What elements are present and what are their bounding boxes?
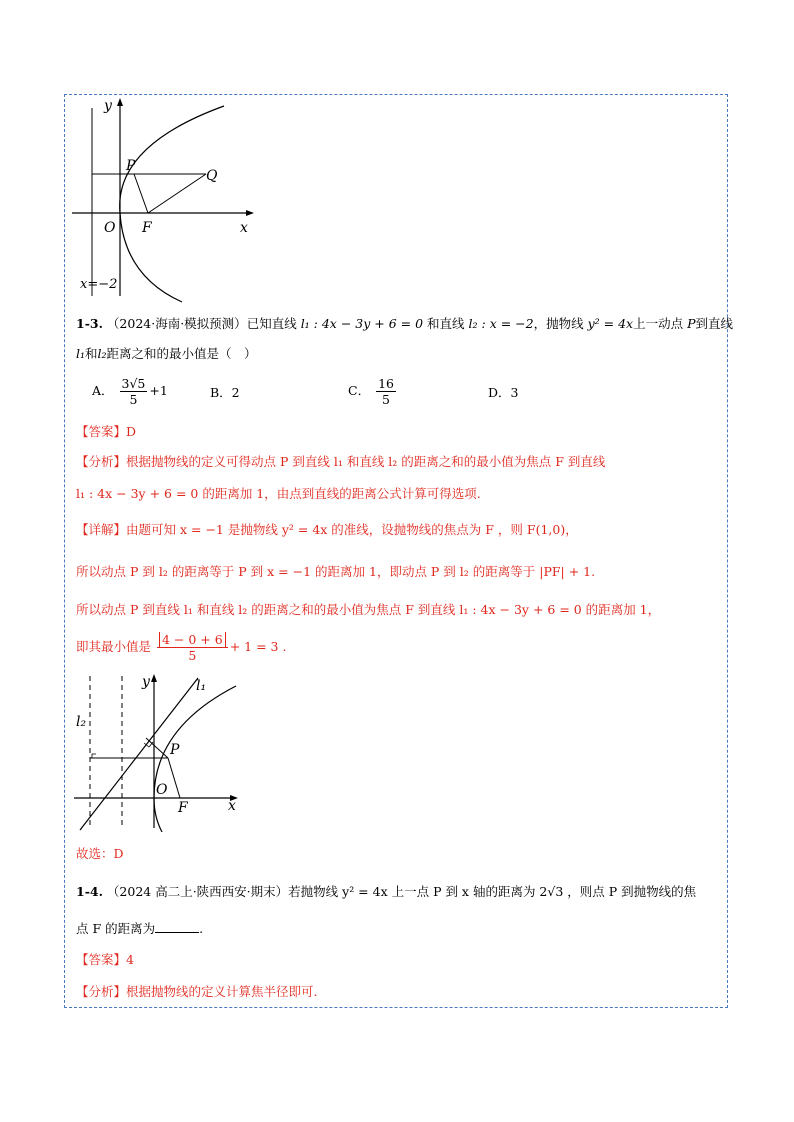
q13-text3: ，抛物线	[533, 316, 584, 331]
answer-value: D	[126, 424, 137, 439]
q13-l2-eq: l₂ : x = −2	[468, 316, 534, 331]
q14-text2-end: .	[199, 921, 204, 936]
detail-4-denominator: 5	[188, 648, 197, 663]
q13-line2-l2: l₂	[97, 346, 107, 361]
q13-l1-eq: l₁ : 4x − 3y + 6 = 0	[300, 316, 424, 331]
option-a	[92, 376, 168, 407]
fig1-p-label: P	[126, 158, 136, 174]
option-a-letter: A．	[92, 383, 114, 398]
q13-text1: 已知直线	[246, 316, 297, 331]
fig1-q-label: Q	[206, 168, 218, 184]
q13-text4: 上一动点	[633, 316, 684, 331]
q14-analysis-text: 根据抛物线的定义计算焦半径即可.	[126, 984, 318, 999]
answer-blank	[155, 920, 199, 933]
q13-line2-l1: l₁	[76, 346, 86, 361]
q14-answer-value: 4	[126, 952, 134, 967]
q13-detail-4	[76, 632, 286, 663]
analysis-tag: 【分析】	[76, 454, 127, 469]
q13-detail-2: 所以动点 P 到 l₂ 的距离等于 P 到 x = −1 的距离加 1，即动点 P 到 l₂ 的距离等于 |PF| + 1.	[76, 564, 596, 579]
fig2-p-label: P	[170, 742, 180, 758]
q14-analysis	[76, 984, 318, 1000]
option-a-denominator: 5	[129, 392, 138, 407]
detail-text-1: 由题可知 x = −1 是抛物线 y² = 4x 的准线，设抛物线的焦点为 F ，则 F(1,0)，	[126, 522, 578, 537]
q13-line2	[76, 346, 257, 362]
q13-line2-tail: 距离之和的最小值是（ ）	[106, 346, 257, 361]
figure-parabola-lines	[70, 672, 250, 832]
q14-number: 1-4.	[76, 884, 103, 899]
option-c-numerator: 16	[378, 376, 394, 391]
fig2-y-label: y	[142, 674, 150, 690]
option-a-fraction	[120, 376, 148, 407]
q14-answer-tag: 【答案】	[76, 952, 127, 967]
segment-fq	[148, 174, 206, 213]
q13-line2-and: 和	[85, 346, 98, 361]
option-c-letter: C．	[348, 383, 371, 398]
analysis-text-1: 根据抛物线的定义可得动点 P 到直线 l₁ 和直线 l₂ 的距离之和的最小值为焦点 F 到直线	[126, 454, 606, 469]
fig1-o-label: O	[104, 220, 116, 236]
option-d: D．3	[488, 385, 519, 400]
detail-4-fraction	[157, 632, 228, 663]
q14-line2	[76, 920, 203, 937]
q13-analysis-1	[76, 454, 605, 470]
fig1-x-label: x	[240, 220, 248, 236]
x-axis-arrow	[246, 210, 254, 216]
q13-analysis-2: l₁ : 4x − 3y + 6 = 0 的距离加 1，由点到直线的距离公式计算可得选项.	[76, 486, 481, 501]
fig2-perpendicular	[146, 738, 168, 758]
q14-text2: 点 F 的距离为	[76, 921, 156, 936]
fig1-f-label: F	[142, 220, 152, 236]
option-b: B．2	[210, 385, 240, 400]
fig2-l1-label: l₁	[196, 678, 207, 694]
fig2-f-label: F	[178, 800, 188, 816]
fig2-x-label: x	[228, 798, 236, 814]
q13-number: 1-3.	[76, 316, 103, 331]
q13-choice: 故选：D	[76, 846, 124, 861]
option-c-denominator: 5	[382, 392, 390, 407]
detail-4-lead: 即其最小值是	[76, 639, 152, 654]
q13-text5: 到直线	[695, 316, 734, 331]
fig2-l2-label: l₂	[76, 714, 87, 730]
q13-answer	[76, 424, 136, 440]
q14-analysis-tag: 【分析】	[76, 984, 127, 999]
q13-parabola: y² = 4x	[587, 316, 634, 331]
q13-p: P	[687, 316, 696, 331]
figure-parabola-pq	[64, 96, 264, 306]
detail-tag: 【详解】	[76, 522, 127, 537]
q14-text1: 若抛物线 y² = 4x 上一点 P 到 x 轴的距离为 2√3 ，则点 P 到抛物线的焦	[288, 884, 697, 899]
q14-line1	[76, 884, 696, 900]
fig2-o-label: O	[156, 782, 168, 798]
q13-line1	[76, 316, 733, 332]
q13-source: （2024·海南·模拟预测）	[106, 316, 247, 331]
detail-4-tail: + 1 = 3 .	[229, 639, 287, 654]
option-a-numerator: 3√5	[121, 376, 146, 391]
fig2-right-angle-mark-1	[92, 754, 96, 758]
option-c	[348, 376, 398, 407]
fig2-segment-pf	[168, 758, 180, 798]
q13-detail-3: 所以动点 P 到直线 l₁ 和直线 l₂ 的距离之和的最小值为焦点 F 到直线 l₁ : 4x − 3y + 6 = 0 的距离加 1，	[76, 602, 661, 617]
fig1-directrix-label: x=−2	[80, 277, 118, 292]
detail-4-numerator: 4 − 0 + 6	[159, 632, 226, 647]
segment-pf	[134, 174, 148, 213]
option-c-fraction	[376, 376, 396, 407]
fig1-y-label: y	[104, 98, 112, 114]
y-axis-arrow	[117, 98, 123, 106]
parabola-curve	[120, 106, 224, 302]
fig2-y-axis-arrow	[151, 674, 157, 682]
q13-detail-1	[76, 522, 578, 538]
answer-tag: 【答案】	[76, 424, 127, 439]
option-a-tail: +1	[149, 383, 168, 398]
q14-answer	[76, 952, 134, 968]
q14-source: （2024 高二上·陕西西安·期末）	[106, 884, 289, 899]
fig2-parabola-curve	[154, 686, 236, 832]
q13-text2: 和直线	[427, 316, 465, 331]
